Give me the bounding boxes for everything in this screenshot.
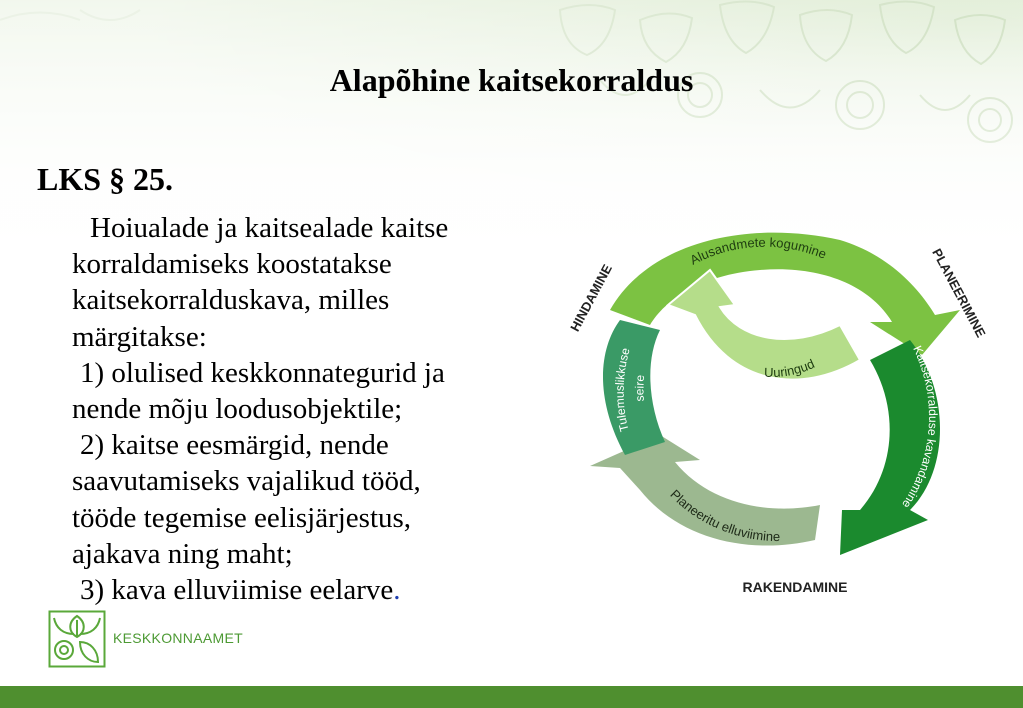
body-line: Hoiualade ja kaitsealade kaitse [90,212,449,244]
body-line: märgitakse: [72,320,207,353]
label-monitoring-2: seire [632,374,648,402]
slide-title: Alapõhine kaitsekorraldus [329,62,694,98]
blue-period: . [393,574,401,607]
body-text [72,210,572,608]
keskkonnaamet-logo-icon [48,610,106,668]
list-item-2: 2) kaitse eesmärgid, nende [80,429,389,462]
body-line: 3) kava elluviimise eelarve [80,574,394,607]
management-cycle-diagram [550,210,1000,610]
body-line: ajakava ning maht; [72,537,293,570]
label-monitoring-1: Tulemuslikkuse [612,346,633,434]
label-data-collection: Alusandmete kogumine [687,234,829,268]
list-item-1: 1) olulised keskkonnategurid ja [80,356,445,389]
phase-evaluation: HINDAMINE [567,261,615,334]
label-implementation: Planeeritu elluviimine [667,486,781,545]
law-reference-heading: LKS § 25. [37,161,174,197]
list-item-3 [72,572,572,608]
label-research: Uuringud [763,355,817,381]
body-line: nende mõju loodusobjektile; [72,393,403,426]
body-line: korraldamiseks koostatakse [72,248,392,281]
phase-planning: PLANEERIMINE [929,245,989,340]
body-line: tööde tegemise eelisjärjestus, [72,501,412,534]
organization-name: KESKKONNAAMET [113,630,243,646]
label-planning: Kaitsekorralduse kavandamine [899,343,941,511]
body-line: saavutamiseks vajalikud tööd, [72,465,421,498]
body-line: kaitsekorralduskava, milles [72,284,390,317]
phase-implementation: RAKENDAMINE [742,579,848,595]
footer-bar [0,686,1023,708]
arrow-research [668,270,860,380]
